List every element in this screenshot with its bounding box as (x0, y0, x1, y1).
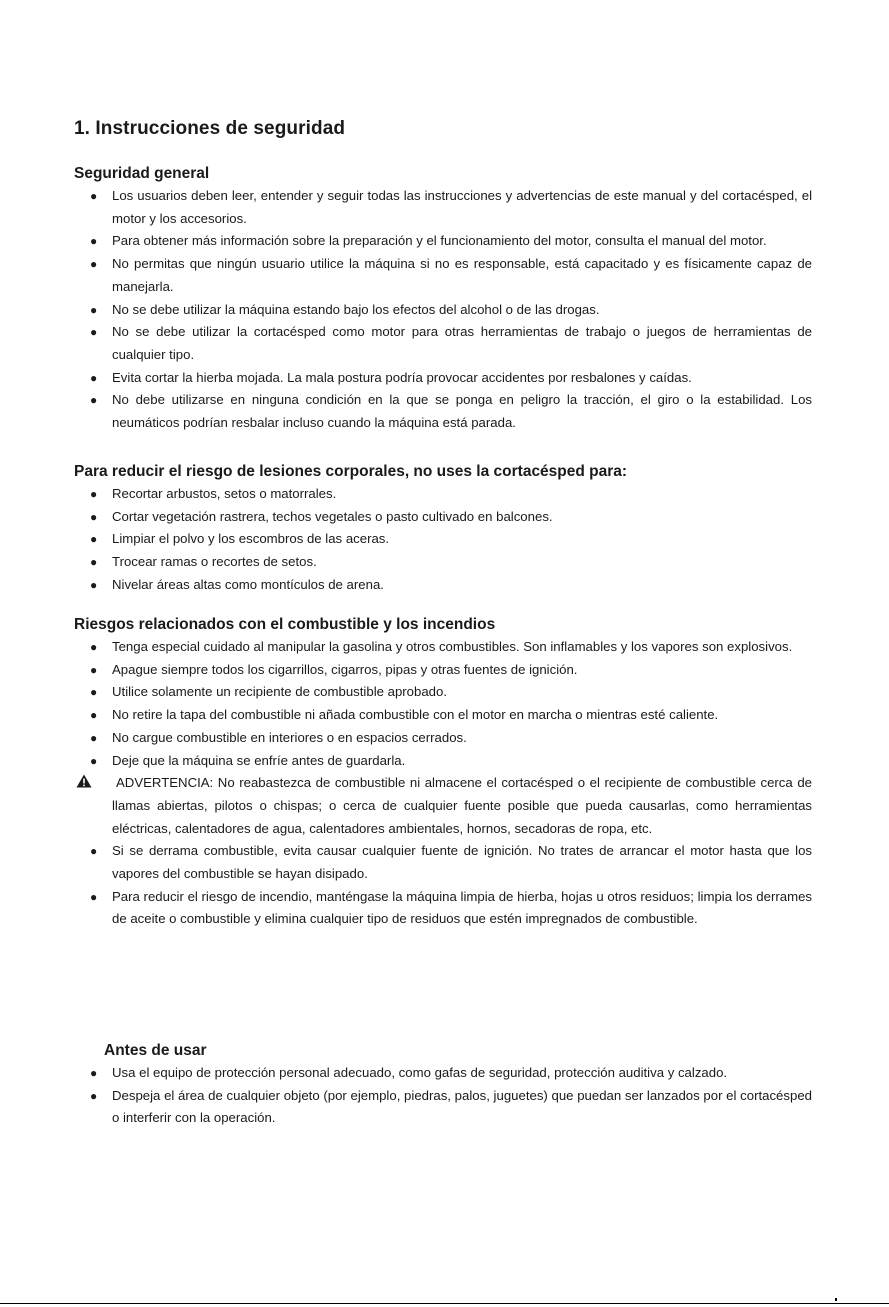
list-item: ● No se debe utilizar la cortacésped como motor para otras herramientas de trabajo o juegos de herramientas de cualquier tipo. (74, 321, 812, 366)
bullet-icon: ● (90, 730, 98, 745)
list-item: ● Cortar vegetación rastrera, techos vegetales o pasto cultivado en balcones. (74, 506, 812, 529)
bullet-icon: ● (90, 370, 98, 385)
bullet-icon: ● (90, 708, 98, 723)
bullet-icon: ● (90, 257, 98, 272)
bullet-icon: ● (90, 487, 98, 501)
bullet-list (74, 185, 812, 435)
bullet-icon: ● (90, 555, 98, 570)
bullet-icon: ● (90, 577, 98, 592)
bullet-icon: ● (90, 662, 98, 677)
list-item: ● Recortar arbustos, setos o matorrales. (74, 483, 812, 506)
bullet-icon: ● (90, 685, 98, 700)
list-item: ● No cargue combustible en interiores o en espacios cerrados. (74, 727, 812, 750)
bullet-icon: ● (90, 189, 98, 203)
list-item: ● No retire la tapa del combustible ni añada combustible con el motor en marcha o mientras esté caliente. (74, 704, 812, 727)
section-heading: Riesgos relacionados con el combustible y los incendios (74, 616, 496, 633)
footer-rule (0, 1303, 889, 1304)
list-item: ● Despeja el área de cualquier objeto (por ejemplo, piedras, palos, juguetes) que puedan ser lanzados por el cortacésped o interferir con la operación. (74, 1085, 812, 1130)
section-heading: Seguridad general (74, 165, 210, 182)
section-before-use (74, 1040, 812, 1130)
list-item: ● Usa el equipo de protección personal adecuado, como gafas de seguridad, protección auditiva y calzado. (74, 1062, 812, 1085)
list-item: ● Deje que la máquina se enfríe antes de guardarla. (74, 750, 812, 773)
bullet-icon: ● (90, 1088, 98, 1103)
list-item: ● No se debe utilizar la máquina estando bajo los efectos del alcohol o de las drogas. (74, 299, 812, 322)
list-item: ● Trocear ramas o recortes de setos. (74, 551, 812, 574)
list-item: ● Si se derrama combustible, evita causar cualquier fuente de ignición. No trates de arrancar el motor hasta que los vapores del combustible se hayan disipado. (74, 840, 812, 885)
bullet-icon: ● (90, 302, 98, 317)
bullet-icon: ● (90, 844, 98, 859)
list-item: ● Evita cortar la hierba mojada. La mala postura podría provocar accidentes por resbalones y caídas. (74, 367, 812, 390)
list-item: ● Nivelar áreas altas como montículos de arena. (74, 574, 812, 597)
list-item: ● Apague siempre todos los cigarrillos, cigarros, pipas y otras fuentes de ignición. (74, 659, 812, 682)
section-heading: Para reducir el riesgo de lesiones corporales, no uses la cortacésped para: (74, 463, 628, 480)
list-item: ● Para reducir el riesgo de incendio, manténgase la máquina limpia de hierba, hojas u otros residuos; limpia los derrames de aceite o combustible y elimina cualquier tipo de residuos que estén impregnados de combustible. (74, 886, 812, 931)
list-item: ● Los usuarios deben leer, entender y seguir todas las instrucciones y advertencias de este manual y del cortacésped, el motor y los accesorios. (74, 185, 812, 230)
warning-triangle-icon (76, 774, 92, 788)
bullet-list (74, 636, 812, 931)
list-item: ● Tenga especial cuidado al manipular la gasolina y otros combustibles. Son inflamables y los vapores son explosivos. (74, 636, 812, 659)
bullet-icon: ● (90, 532, 98, 547)
bullet-icon: ● (90, 889, 98, 904)
section-heading: Antes de usar (104, 1042, 207, 1059)
list-item: ● Para obtener más información sobre la preparación y el funcionamiento del motor, consulta el manual del motor. (74, 230, 812, 253)
bullet-icon: ● (90, 234, 98, 249)
bullet-list (74, 483, 812, 597)
warning-item: ADVERTENCIA: No reabastezca de combustible ni almacene el cortacésped o el recipiente de combustible cerca de llamas abiertas, pilotos o chispas; o cerca de cualquier fuente posible que pueda causarlas, como herramientas eléctricas, calentadores de agua, calentadores ambientales, hornos, secadoras de ropa, etc. (74, 772, 812, 840)
section-fuel-fire (74, 614, 812, 931)
list-item: ● Utilice solamente un recipiente de combustible aprobado. (74, 681, 812, 704)
section-general-safety (74, 163, 812, 435)
bullet-icon: ● (90, 640, 98, 654)
list-item: ● Limpiar el polvo y los escombros de las aceras. (74, 528, 812, 551)
bullet-icon: ● (90, 1066, 98, 1080)
bullet-list (74, 1062, 812, 1130)
bullet-icon: ● (90, 325, 98, 340)
bullet-icon: ● (90, 753, 98, 768)
bullet-icon: ● (90, 393, 98, 408)
page-mark (835, 1298, 837, 1301)
list-item: ● No debe utilizarse en ninguna condición en la que se ponga en peligro la tracción, el giro o la estabilidad. Los neumáticos podrían resbalar incluso cuando la máquina está parada. (74, 389, 812, 434)
list-item: ● No permitas que ningún usuario utilice la máquina si no es responsable, está capacitado y es físicamente capaz de manejarla. (74, 253, 812, 298)
page-title: 1. Instrucciones de seguridad (74, 118, 346, 139)
section-injury-risk (74, 461, 812, 597)
bullet-icon: ● (90, 509, 98, 524)
